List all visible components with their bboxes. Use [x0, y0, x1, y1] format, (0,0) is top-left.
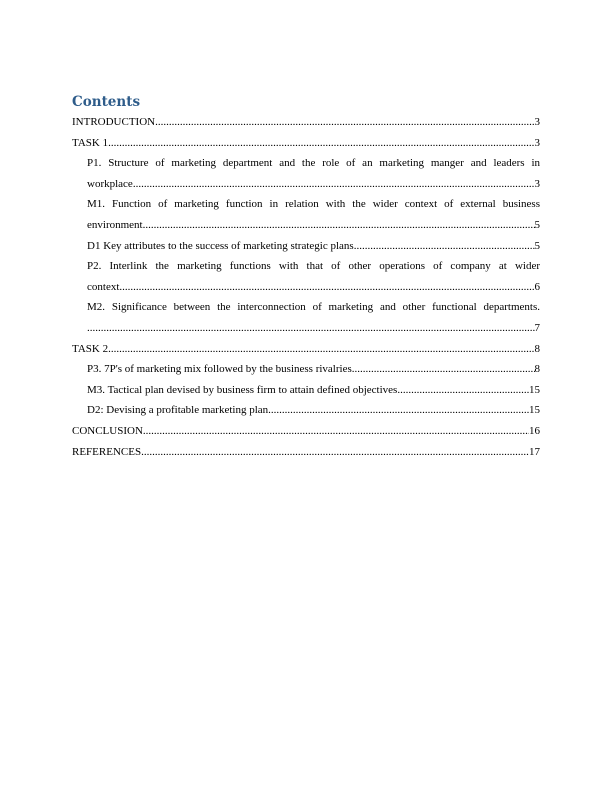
toc-entry-text: INTRODUCTION — [72, 116, 156, 128]
toc-entry-text: CONCLUSION — [72, 424, 143, 437]
toc-entry-text: TASK 1 — [72, 136, 109, 149]
toc-page-number: 5 — [534, 218, 540, 231]
toc-leader-dots — [87, 318, 535, 339]
toc-entry-text: TASK 2 — [72, 342, 109, 355]
toc-entry[interactable] — [87, 153, 540, 194]
toc-entry-text: workplace — [87, 177, 133, 190]
toc-page-number: 15 — [529, 404, 540, 417]
toc-page-number: 3 — [534, 116, 540, 128]
toc-page-number: 17 — [529, 445, 540, 458]
toc-page-number: 8 — [534, 342, 540, 355]
toc-entry[interactable] — [72, 112, 540, 133]
toc-page-number: 7 — [534, 321, 540, 334]
toc-leader-dots — [352, 359, 535, 380]
toc-leader-dots — [268, 400, 529, 421]
toc-leader-dots — [354, 236, 535, 257]
toc-entry[interactable] — [87, 380, 540, 401]
toc-entry-text: P2. Interlink the marketing functions with that of other operations of company at wider — [87, 260, 540, 273]
toc-entry[interactable] — [87, 236, 540, 257]
toc-leader-dots — [133, 174, 535, 195]
toc-entry[interactable] — [72, 421, 540, 442]
toc-entry-text: D1 Key attributes to the success of marketing strategic plans — [87, 239, 354, 252]
toc-entry-text: D2: Devising a profitable marketing plan — [87, 404, 269, 417]
toc-page-number: 3 — [534, 136, 540, 149]
toc-page-number: 15 — [529, 383, 540, 396]
toc-entry[interactable] — [87, 359, 540, 380]
toc-entry-text: M1. Function of marketing function in relation with the wider context of external business — [87, 198, 540, 211]
toc-page-number: 8 — [534, 363, 540, 376]
toc-leader-dots — [108, 133, 534, 154]
toc-leader-dots — [155, 112, 534, 133]
toc-page-number: 3 — [534, 177, 540, 190]
toc-entry[interactable] — [87, 194, 540, 235]
toc-entry-text: P3. 7P's of marketing mix followed by the business rivalries — [87, 363, 352, 376]
toc-entry[interactable] — [72, 442, 540, 463]
toc-leader-dots — [143, 421, 529, 442]
toc-entry-text: environment — [87, 218, 143, 231]
toc-entry[interactable] — [87, 297, 540, 338]
toc-leader-dots — [108, 339, 534, 360]
toc-page-number: 16 — [529, 424, 540, 437]
toc-page-number: 6 — [534, 280, 540, 293]
toc-leader-dots — [119, 277, 534, 298]
toc-leader-dots — [143, 215, 535, 236]
toc-entry-text: M2. Significance between the interconnection of marketing and other functional departments. — [87, 301, 540, 314]
toc-entry[interactable] — [72, 339, 540, 360]
toc-leader-dots — [397, 380, 529, 401]
table-of-contents — [72, 112, 540, 462]
toc-entry-text: M3. Tactical plan devised by business firm to attain defined objectives — [87, 383, 398, 396]
toc-entry[interactable] — [87, 256, 540, 297]
toc-entry[interactable] — [72, 133, 540, 154]
toc-entry-text: context — [87, 280, 120, 293]
toc-entry-text: REFERENCES — [72, 445, 142, 458]
toc-leader-dots — [141, 442, 529, 463]
toc-entry[interactable] — [87, 400, 540, 421]
toc-heading: Contents — [72, 94, 141, 110]
toc-page-number: 5 — [534, 239, 540, 252]
toc-entry-text: P1. Structure of marketing department and the role of an marketing manger and leaders in — [87, 157, 540, 170]
